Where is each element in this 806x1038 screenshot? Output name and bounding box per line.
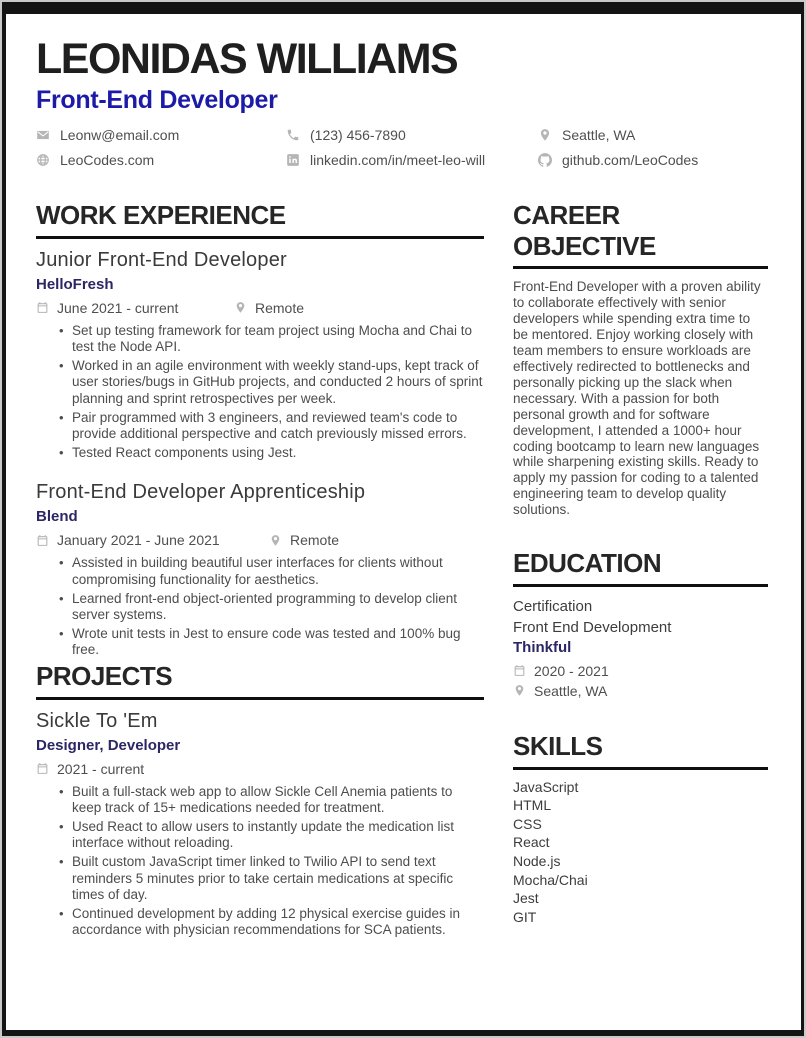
job-entry xyxy=(36,249,484,462)
project-meta xyxy=(36,761,484,777)
bullet-item: • Pair programmed with 3 engineers, and reviewed team's code to provide additional perspective and catch previously missed errors. xyxy=(72,410,484,443)
location-pin-icon xyxy=(234,301,247,314)
calendar-icon xyxy=(36,301,49,314)
education-entry xyxy=(513,597,768,699)
contact-location xyxy=(538,127,773,143)
job-meta xyxy=(36,532,484,548)
job-dates xyxy=(36,532,269,548)
contact-github xyxy=(538,152,773,168)
education-location-value: Seattle, WA xyxy=(534,682,608,699)
project-bullets xyxy=(36,784,484,939)
contact-website-value: LeoCodes.com xyxy=(60,152,155,168)
bullet-item: • Built custom JavaScript timer linked to Twilio API to send text reminders 5 minutes prior to take certain medications at specific times of day. xyxy=(72,854,484,904)
bullet-item: • Set up testing framework for team project using Mocha and Chai to test the Node API. xyxy=(72,323,484,356)
job-title: Front-End Developer Apprenticeship xyxy=(36,481,366,504)
calendar-icon xyxy=(513,664,526,677)
job-company: HelloFresh xyxy=(36,275,114,293)
career-objective-heading: CAREER OBJECTIVE xyxy=(513,200,768,269)
contact-email-value: Leonw@email.com xyxy=(60,127,180,143)
career-objective-text: Front-End Developer with a proven ability to collaborate effectively with senior developers while spending extra time to be mentored. Enjoy working closely with team members to ensure workloads are effectively redirected to bottlenecks and personally picking up the slack when necessary. With a passion for both personal growth and for software development, I attended a 1000+ hour coding bootcamp to learn new languages while sharpening existing skills. Ready to apply my passion for coding to a talented engineering team to develop quality solutions. xyxy=(513,279,761,518)
contact-github-value: github.com/LeoCodes xyxy=(562,152,699,168)
calendar-icon xyxy=(36,534,49,547)
education-heading: EDUCATION xyxy=(513,548,768,587)
bullet-item: • Learned front-end object-oriented programming to develop client server systems. xyxy=(72,591,484,624)
contact-linkedin xyxy=(286,152,538,168)
location-pin-icon xyxy=(269,534,282,547)
bullet-item: • Continued development by adding 12 physical exercise guides in accordance with physician recommendations for SCA patients. xyxy=(72,906,484,939)
job-location xyxy=(234,300,304,316)
project-role: Designer, Developer xyxy=(36,736,181,754)
person-name: LEONIDAS WILLIAMS xyxy=(36,35,458,83)
skill-item: HTML xyxy=(513,797,552,814)
email-icon xyxy=(36,128,50,142)
github-icon xyxy=(538,153,552,167)
person-job-title: Front-End Developer xyxy=(36,86,278,114)
skill-item: CSS xyxy=(513,815,542,832)
education-degree: Certification xyxy=(513,597,593,615)
contact-email xyxy=(36,127,286,143)
job-company: Blend xyxy=(36,508,78,526)
skill-item: React xyxy=(513,834,550,851)
bullet-item: • Built a full-stack web app to allow Sickle Cell Anemia patients to keep track of 15+ medications needed for treatment. xyxy=(72,784,484,817)
bullet-item: • Tested React components using Jest. xyxy=(72,445,484,462)
work-experience-heading: WORK EXPERIENCE xyxy=(36,200,484,239)
job-bullets xyxy=(36,555,484,659)
job-location xyxy=(269,532,339,548)
contact-info xyxy=(36,127,773,168)
right-column xyxy=(513,200,768,941)
calendar-icon xyxy=(36,762,49,775)
left-column xyxy=(36,200,484,941)
job-meta xyxy=(36,300,484,316)
location-pin-icon xyxy=(513,684,526,697)
education-field: Front End Development xyxy=(513,618,672,636)
globe-icon xyxy=(36,153,50,167)
job-title: Junior Front-End Developer xyxy=(36,248,287,271)
job-dates-value: June 2021 - current xyxy=(57,299,179,316)
skill-item: Node.js xyxy=(513,853,561,870)
education-meta xyxy=(513,663,768,699)
skills-heading: SKILLS xyxy=(513,731,768,770)
skill-item: Jest xyxy=(513,890,539,907)
linkedin-icon xyxy=(286,153,300,167)
education-school: Thinkful xyxy=(513,639,572,657)
project-title: Sickle To 'Em xyxy=(36,709,158,732)
bullet-item: • Used React to allow users to instantly update the medication list interface without reloading. xyxy=(72,819,484,852)
skill-item: JavaScript xyxy=(513,778,579,795)
education-location xyxy=(513,683,768,699)
location-pin-icon xyxy=(538,128,552,142)
education-dates xyxy=(513,663,768,679)
skill-item: GIT xyxy=(513,908,537,925)
skill-item: Mocha/Chai xyxy=(513,871,588,888)
contact-phone-value: (123) 456-7890 xyxy=(310,127,406,143)
phone-icon xyxy=(286,128,300,142)
education-dates-value: 2020 - 2021 xyxy=(534,662,609,679)
project-dates xyxy=(36,761,144,777)
project-dates-value: 2021 - current xyxy=(57,760,145,777)
contact-phone xyxy=(286,127,538,143)
bullet-item: • Assisted in building beautiful user interfaces for clients without compromising functionality for aesthetics. xyxy=(72,555,484,588)
job-bullets xyxy=(36,323,484,462)
header xyxy=(36,35,773,168)
job-entry xyxy=(36,481,484,659)
job-dates-value: January 2021 - June 2021 xyxy=(57,532,220,549)
page-frame xyxy=(2,2,804,1036)
bullet-item: • Wrote unit tests in Jest to ensure code was tested and 100% bug free. xyxy=(72,626,484,659)
projects-heading: PROJECTS xyxy=(36,661,484,700)
job-dates xyxy=(36,300,234,316)
skills-list xyxy=(513,778,768,927)
contact-website xyxy=(36,152,286,168)
project-entry xyxy=(36,710,484,939)
bullet-item: • Worked in an agile environment with weekly stand-ups, kept track of user stories/bugs in GitHub projects, and conducted 2 hours of sprint planning and sprint retrospectives per week. xyxy=(72,358,484,408)
job-location-value: Remote xyxy=(255,299,305,316)
contact-linkedin-value: linkedin.com/in/meet-leo-will xyxy=(310,152,486,168)
contact-location-value: Seattle, WA xyxy=(562,127,636,143)
job-location-value: Remote xyxy=(290,532,340,549)
